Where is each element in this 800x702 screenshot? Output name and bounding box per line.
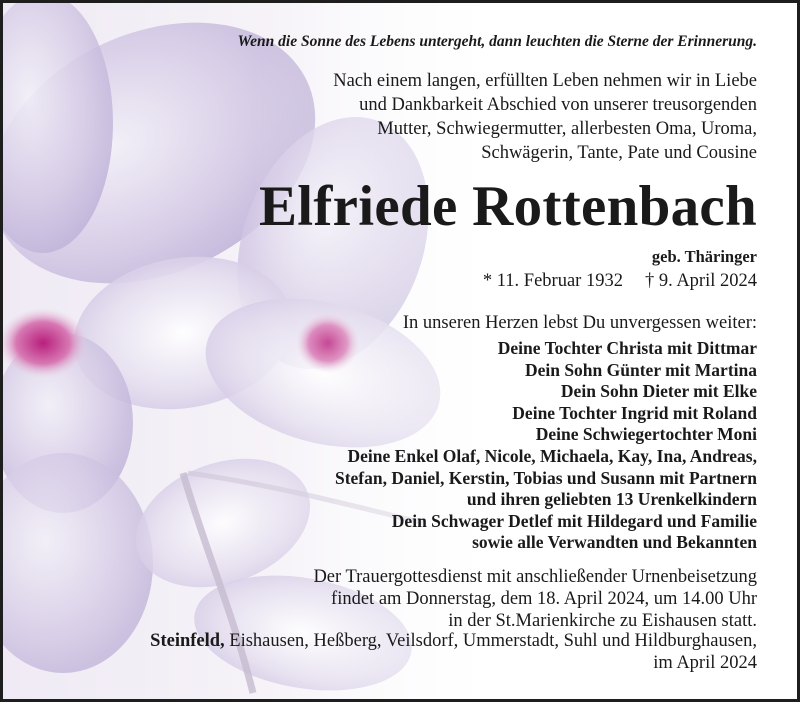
birth-date: * 11. Februar 1932	[482, 271, 623, 291]
mourner-line: Deine Schwiegertochter Moni	[535, 424, 757, 445]
mourner-line: Deine Enkel Olaf, Nicole, Michaela, Kay, Ina, Andreas,	[347, 445, 757, 466]
service-line: Der Trauergottesdienst mit anschließender Urnenbeisetzung	[313, 567, 757, 587]
memory-line: In unseren Herzen lebst Du unvergessen weiter:	[402, 313, 757, 333]
places-and-date	[150, 630, 757, 674]
mourner-line: Dein Sohn Günter mit Martina	[524, 359, 757, 380]
places-line	[150, 630, 757, 652]
mourner-line: sowie alle Verwandten und Bekannten	[472, 532, 757, 553]
mourner-line: und ihren geliebten 13 Urenkelkindern	[466, 489, 757, 510]
life-dates	[483, 271, 757, 292]
intro-line: Schwägerin, Tante, Pate und Cousine	[481, 143, 757, 163]
service-line: in der St.Marienkirche zu Eishausen statt.	[448, 611, 757, 631]
service-line: findet am Donnerstag, dem 18. April 2024, um 14.00 Uhr	[331, 589, 757, 609]
mourners-list	[335, 338, 757, 554]
closing-date: im April 2024	[653, 653, 757, 673]
mourner-line: Dein Sohn Dieter mit Elke	[560, 381, 757, 402]
birth-name: geb. Thäringer	[651, 247, 757, 266]
deceased-name: Elfriede Rottenbach	[258, 175, 757, 238]
motto-text: Wenn die Sonne des Lebens untergeht, dann leuchten die Sterne der Erinnerung.	[237, 33, 757, 50]
intro-line: Nach einem langen, erfüllten Leben nehmen wir in Liebe	[333, 71, 757, 91]
mourner-line: Deine Tochter Ingrid mit Roland	[512, 402, 757, 423]
mourner-line: Deine Tochter Christa mit Dittmar	[497, 338, 757, 358]
service-info	[313, 566, 757, 632]
intro-text	[333, 69, 757, 165]
text-block	[3, 3, 800, 702]
mourner-line: Stefan, Daniel, Kerstin, Tobias und Susann mit Partnern	[334, 467, 757, 488]
mourner-line: Dein Schwager Detlef mit Hildegard und Familie	[391, 510, 757, 531]
death-date: † 9. April 2024	[644, 271, 757, 291]
intro-line: und Dankbarkeit Abschied von unserer treusorgenden	[359, 95, 757, 115]
place-rest: Eishausen, Heßberg, Veilsdorf, Ummerstadt, Suhl und Hildburghausen,	[224, 631, 757, 651]
intro-line: Mutter, Schwiegermutter, allerbesten Oma, Uroma,	[377, 119, 757, 139]
place-main: Steinfeld,	[150, 631, 225, 651]
